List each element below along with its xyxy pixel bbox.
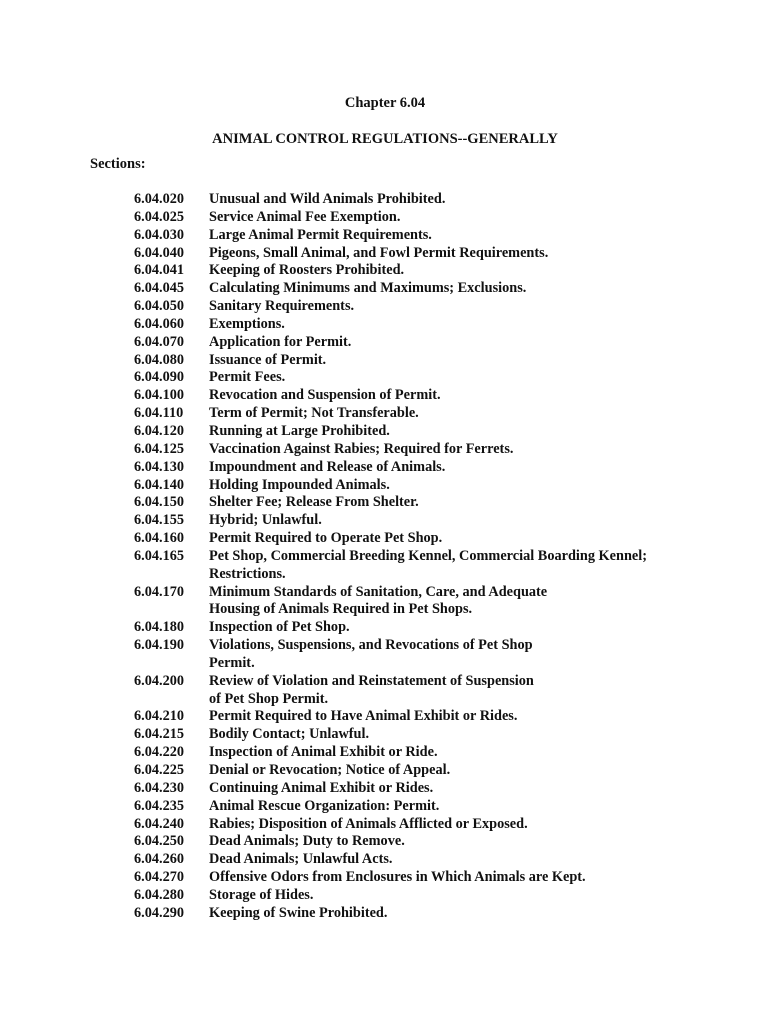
section-number: 6.04.225	[134, 762, 185, 778]
section-number: 6.04.250	[134, 833, 185, 850]
section-title	[209, 637, 734, 673]
chapter-heading: Chapter 6.04	[344, 95, 426, 111]
section-entry	[134, 512, 734, 530]
section-title	[209, 762, 734, 780]
section-title-line: Running at Large Prohibited.	[209, 422, 390, 439]
section-title	[209, 262, 734, 280]
section-title-line: Bodily Contact; Unlawful.	[209, 726, 370, 743]
section-title	[209, 905, 734, 923]
section-title	[209, 316, 734, 334]
section-title-line: Minimum Standards of Sanitation, Care, and Adequate	[209, 583, 548, 600]
section-title	[209, 459, 734, 477]
section-title-line: Term of Permit; Not Transferable.	[209, 405, 419, 422]
section-number: 6.04.080	[134, 351, 185, 368]
section-entry	[134, 352, 734, 370]
section-title	[209, 352, 734, 370]
section-number: 6.04.100	[134, 387, 185, 404]
section-entry	[134, 673, 734, 709]
section-entry	[134, 369, 734, 387]
section-entry	[134, 280, 734, 298]
section-title	[209, 387, 734, 405]
section-title-line: Permit Fees.	[209, 369, 286, 386]
section-title-line: Large Animal Permit Requirements.	[209, 226, 432, 243]
section-title	[209, 708, 734, 726]
section-entry	[134, 316, 734, 334]
chapter-title: ANIMAL CONTROL REGULATIONS--GENERALLY	[212, 131, 558, 147]
section-number: 6.04.040	[134, 244, 185, 261]
section-number: 6.04.280	[134, 886, 185, 903]
section-title	[209, 494, 734, 512]
section-title-line: Rabies; Disposition of Animals Afflicted or Exposed.	[209, 815, 528, 832]
section-number: 6.04.130	[134, 458, 185, 475]
section-number: 6.04.235	[134, 797, 185, 814]
section-number: 6.04.290	[134, 904, 185, 921]
section-title	[209, 280, 734, 298]
section-number: 6.04.120	[134, 422, 185, 439]
section-entry	[134, 494, 734, 512]
section-title-line: Calculating Minimums and Maximums; Exclusions.	[209, 280, 527, 297]
section-title	[209, 227, 734, 245]
section-number: 6.04.260	[134, 851, 185, 868]
section-entry	[134, 298, 734, 316]
section-entry	[134, 619, 734, 637]
section-title-line: Shelter Fee; Release From Shelter.	[209, 494, 419, 511]
section-number: 6.04.045	[134, 280, 185, 297]
section-title-line: Permit Required to Have Animal Exhibit or Rides.	[209, 708, 518, 725]
section-number: 6.04.190	[134, 637, 185, 654]
section-title	[209, 423, 734, 441]
section-entry	[134, 530, 734, 548]
section-number: 6.04.140	[134, 476, 185, 493]
section-entry	[134, 334, 734, 352]
section-title	[209, 477, 734, 495]
section-number: 6.04.050	[134, 298, 185, 315]
section-title	[209, 887, 734, 905]
section-number: 6.04.210	[134, 708, 185, 725]
section-entry	[134, 405, 734, 423]
section-title-line: Pigeons, Small Animal, and Fowl Permit Requirements.	[209, 244, 549, 261]
section-number: 6.04.150	[134, 494, 185, 511]
section-number: 6.04.070	[134, 333, 185, 350]
sections-label: Sections:	[90, 156, 146, 172]
section-title	[209, 245, 734, 263]
sections-list	[134, 191, 734, 923]
section-title-line: Animal Rescue Organization: Permit.	[209, 797, 440, 814]
section-title-line: Holding Impounded Animals.	[209, 476, 390, 493]
section-entry	[134, 548, 734, 584]
section-entry	[134, 637, 734, 673]
section-title	[209, 744, 734, 762]
section-title-line: Service Animal Fee Exemption.	[209, 208, 401, 225]
section-number: 6.04.220	[134, 744, 185, 761]
section-entry	[134, 387, 734, 405]
section-title-line: Housing of Animals Required in Pet Shops.	[209, 601, 473, 618]
section-number: 6.04.060	[134, 315, 185, 332]
section-title	[209, 209, 734, 227]
section-entry	[134, 227, 734, 245]
section-title	[209, 512, 734, 530]
section-title	[209, 548, 734, 584]
section-title-line: Inspection of Animal Exhibit or Ride.	[209, 744, 438, 761]
section-title-line: Keeping of Swine Prohibited.	[209, 904, 388, 921]
section-entry	[134, 441, 734, 459]
section-title	[209, 369, 734, 387]
section-title	[209, 673, 734, 709]
section-title-line: Revocation and Suspension of Permit.	[209, 387, 441, 404]
section-number: 6.04.240	[134, 815, 185, 832]
section-title	[209, 851, 734, 869]
section-entry	[134, 905, 734, 923]
section-title-line: Sanitary Requirements.	[209, 298, 355, 315]
section-title-line: of Pet Shop Permit.	[209, 690, 329, 707]
section-title-line: Keeping of Roosters Prohibited.	[209, 262, 405, 279]
section-number: 6.04.170	[134, 583, 185, 600]
section-title-line: Denial or Revocation; Notice of Appeal.	[209, 762, 451, 778]
section-entry	[134, 762, 734, 780]
section-entry	[134, 798, 734, 816]
section-title-line: Dead Animals; Duty to Remove.	[209, 833, 405, 850]
section-entry	[134, 869, 734, 887]
section-entry	[134, 262, 734, 280]
section-entry	[134, 851, 734, 869]
section-title-line: Application for Permit.	[209, 333, 352, 350]
section-title-line: Permit Required to Operate Pet Shop.	[209, 530, 443, 547]
section-title-line: Storage of Hides.	[209, 886, 314, 903]
section-entry	[134, 584, 734, 620]
section-title	[209, 619, 734, 637]
section-title-line: Impoundment and Release of Animals.	[209, 458, 446, 475]
section-number: 6.04.025	[134, 208, 185, 225]
section-title	[209, 798, 734, 816]
section-title-line: Offensive Odors from Enclosures in Which Animals are Kept.	[209, 869, 586, 886]
section-title-line: Exemptions.	[209, 315, 285, 332]
section-entry	[134, 459, 734, 477]
section-entry	[134, 744, 734, 762]
section-number: 6.04.020	[134, 191, 185, 207]
section-title-line: Violations, Suspensions, and Revocations of Pet Shop	[209, 637, 533, 654]
section-number: 6.04.200	[134, 672, 185, 689]
section-entry	[134, 887, 734, 905]
section-title-line: Hybrid; Unlawful.	[209, 512, 322, 529]
section-title-line: Review of Violation and Reinstatement of Suspension	[209, 672, 534, 689]
section-number: 6.04.230	[134, 779, 185, 796]
section-number: 6.04.215	[134, 726, 185, 743]
section-title-line: Dead Animals; Unlawful Acts.	[209, 851, 393, 868]
section-title	[209, 869, 734, 887]
section-title	[209, 816, 734, 834]
section-title	[209, 584, 734, 620]
section-number: 6.04.125	[134, 440, 185, 457]
section-title	[209, 334, 734, 352]
section-title-line: Vaccination Against Rabies; Required for Ferrets.	[209, 440, 514, 457]
section-entry	[134, 209, 734, 227]
section-title-line: Continuing Animal Exhibit or Rides.	[209, 779, 434, 796]
section-title-line: Pet Shop, Commercial Breeding Kennel, Commercial Boarding Kennel;	[209, 547, 648, 564]
section-entry	[134, 423, 734, 441]
section-entry	[134, 477, 734, 495]
section-number: 6.04.180	[134, 619, 185, 636]
section-number: 6.04.110	[134, 405, 184, 422]
section-title-line: Inspection of Pet Shop.	[209, 619, 350, 636]
section-number: 6.04.041	[134, 262, 185, 279]
section-entry	[134, 726, 734, 744]
section-title	[209, 298, 734, 316]
section-title	[209, 191, 734, 209]
section-title	[209, 726, 734, 744]
section-entry	[134, 780, 734, 798]
section-title	[209, 405, 734, 423]
section-title-line: Restrictions.	[209, 565, 286, 582]
section-title	[209, 833, 734, 851]
section-entry	[134, 833, 734, 851]
section-title	[209, 780, 734, 798]
section-number: 6.04.155	[134, 512, 185, 529]
section-entry	[134, 245, 734, 263]
section-title	[209, 441, 734, 459]
section-entry	[134, 816, 734, 834]
section-number: 6.04.160	[134, 530, 185, 547]
section-number: 6.04.030	[134, 226, 185, 243]
section-title-line: Permit.	[209, 654, 255, 671]
section-entry	[134, 191, 734, 209]
section-number: 6.04.165	[134, 547, 185, 564]
section-title	[209, 530, 734, 548]
section-number: 6.04.090	[134, 369, 185, 386]
section-number: 6.04.270	[134, 869, 185, 886]
section-entry	[134, 708, 734, 726]
section-title-line: Unusual and Wild Animals Prohibited.	[209, 191, 446, 207]
section-title-line: Issuance of Permit.	[209, 351, 327, 368]
